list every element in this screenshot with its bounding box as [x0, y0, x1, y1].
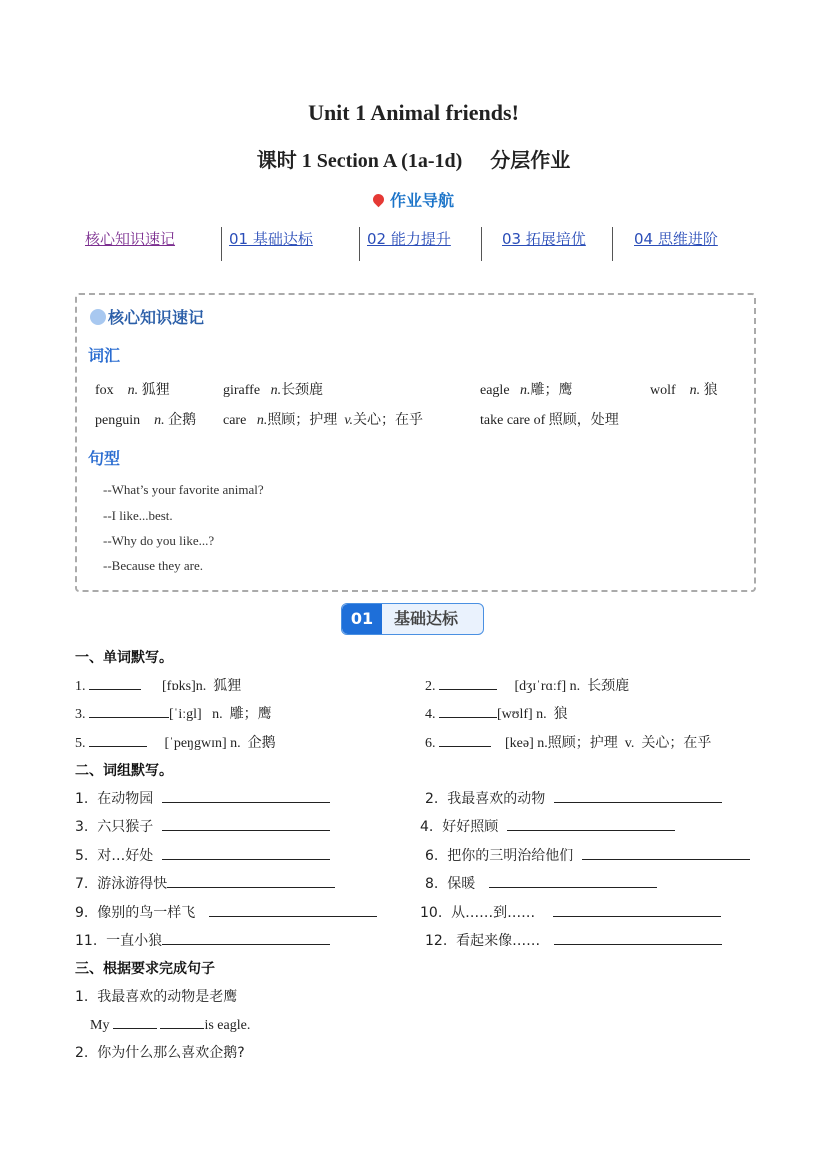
vocab-item: eagle n.雕；鹰 [480, 382, 573, 398]
nav-link-ability[interactable]: 02 能力提升 [367, 230, 451, 248]
answer-blank[interactable] [553, 902, 721, 917]
answer-blank[interactable] [167, 873, 335, 888]
word-question: 4. [wʊlf] n. 狼 [425, 703, 568, 723]
phrase-question: 1. 在动物园 [75, 788, 330, 808]
answer-blank[interactable] [554, 788, 722, 803]
phrase-question: 3. 六只猴子 [75, 816, 330, 836]
sentence-pattern: --Why do you like...? [103, 533, 215, 548]
section-number: 01 [342, 604, 382, 634]
part3-heading: 三、根据要求完成句子 [75, 961, 215, 977]
nav-link-core-knowledge[interactable]: 核心知识速记 [85, 230, 176, 248]
phrase-question: 11. 一直小狼 [75, 930, 330, 950]
vocab-item: penguin n. 企鹅 [95, 412, 197, 428]
vocab-item: giraffe n.长颈鹿 [223, 382, 324, 398]
answer-blank[interactable] [439, 675, 497, 690]
nav-heading-label: 作业导航 [389, 191, 454, 210]
answer-blank[interactable] [160, 1014, 204, 1029]
phrase-question: 12. 看起来像…… [425, 930, 722, 950]
answer-blank[interactable] [162, 930, 330, 945]
answer-blank[interactable] [439, 703, 497, 718]
core-knowledge-heading: 核心知识速记 [90, 305, 204, 328]
answer-blank[interactable] [439, 732, 491, 747]
answer-blank[interactable] [162, 788, 330, 803]
page-subtitle [0, 144, 827, 173]
word-question: 2. [dʒɪˈrɑːf] n. 长颈鹿 [425, 675, 629, 695]
answer-blank[interactable] [162, 845, 330, 860]
answer-blank[interactable] [89, 703, 169, 718]
vocab-item: wolf n. 狼 [650, 382, 718, 398]
answer-blank[interactable] [113, 1014, 157, 1029]
sentence-pattern: --What’s your favorite animal? [103, 482, 264, 497]
answer-blank[interactable] [209, 902, 377, 917]
part1-heading: 一、单词默写。 [75, 650, 173, 666]
answer-blank[interactable] [582, 845, 750, 860]
subtitle-lesson: 课时 1 Section A (1a-1d) [256, 150, 463, 172]
phrase-question: 6. 把你的三明治给他们 [425, 845, 750, 865]
phrase-question: 4. 好好照顾 [420, 816, 675, 836]
nav-link-basic[interactable]: 01 基础达标 [229, 230, 313, 248]
sentence-heading: 句型 [88, 449, 121, 468]
vocab-heading: 词汇 [88, 346, 121, 365]
word-question: 3. [ˈiːgl] n. 雕；鹰 [75, 703, 272, 723]
word-question: 6. [keə] n.照顾；护理 v. 关心；在乎 [425, 732, 711, 752]
phrase-question: 10. 从……到…… [420, 902, 721, 922]
part2-heading: 二、词组默写。 [75, 763, 173, 779]
word-question: 1. [fɒks]n. 狐狸 [75, 675, 241, 695]
phrase-question: 8. 保暖 [425, 873, 657, 893]
vocab-item: care n.照顾；护理 v.关心；在乎 [223, 412, 423, 428]
answer-blank[interactable] [554, 930, 722, 945]
nav-divider [359, 227, 360, 261]
location-pin-icon [371, 192, 387, 208]
subtitle-type: 分层作业 [490, 150, 571, 172]
vocab-item: fox n. 狐狸 [95, 382, 170, 398]
sentence-pattern: --I like...best. [103, 508, 173, 523]
nav-link-extension[interactable]: 03 拓展培优 [502, 230, 586, 248]
badge-icon [90, 309, 106, 325]
page-title: Unit 1 Animal friends! [308, 100, 519, 125]
answer-blank[interactable] [162, 816, 330, 831]
answer-blank[interactable] [507, 816, 675, 831]
sentence-question: 2. 你为什么那么喜欢企鹅? [75, 1045, 245, 1061]
nav-link-thinking[interactable]: 04 思维进阶 [634, 230, 718, 248]
phrase-question: 5. 对…好处 [75, 845, 330, 865]
vocab-item: take care of 照顾，处理 [480, 412, 619, 428]
sentence-pattern: --Because they are. [103, 558, 203, 573]
nav-divider [612, 227, 613, 261]
answer-blank[interactable] [89, 675, 141, 690]
word-question: 5. [ˈpeŋgwɪn] n. 企鹅 [75, 732, 276, 752]
section-label: 基础达标 [394, 609, 459, 628]
phrase-question: 9. 像别的鸟一样飞 [75, 902, 377, 922]
answer-blank[interactable] [89, 732, 147, 747]
phrase-question: 7. 游泳游得快 [75, 873, 335, 893]
nav-divider [481, 227, 482, 261]
answer-blank[interactable] [489, 873, 657, 888]
nav-heading [0, 188, 827, 211]
nav-divider [221, 227, 222, 261]
sentence-answer: My is eagle. [90, 1014, 250, 1034]
sentence-question: 1. 我最喜欢的动物是老鹰 [75, 989, 238, 1005]
phrase-question: 2. 我最喜欢的动物 [425, 788, 722, 808]
section-01-badge [341, 603, 484, 635]
